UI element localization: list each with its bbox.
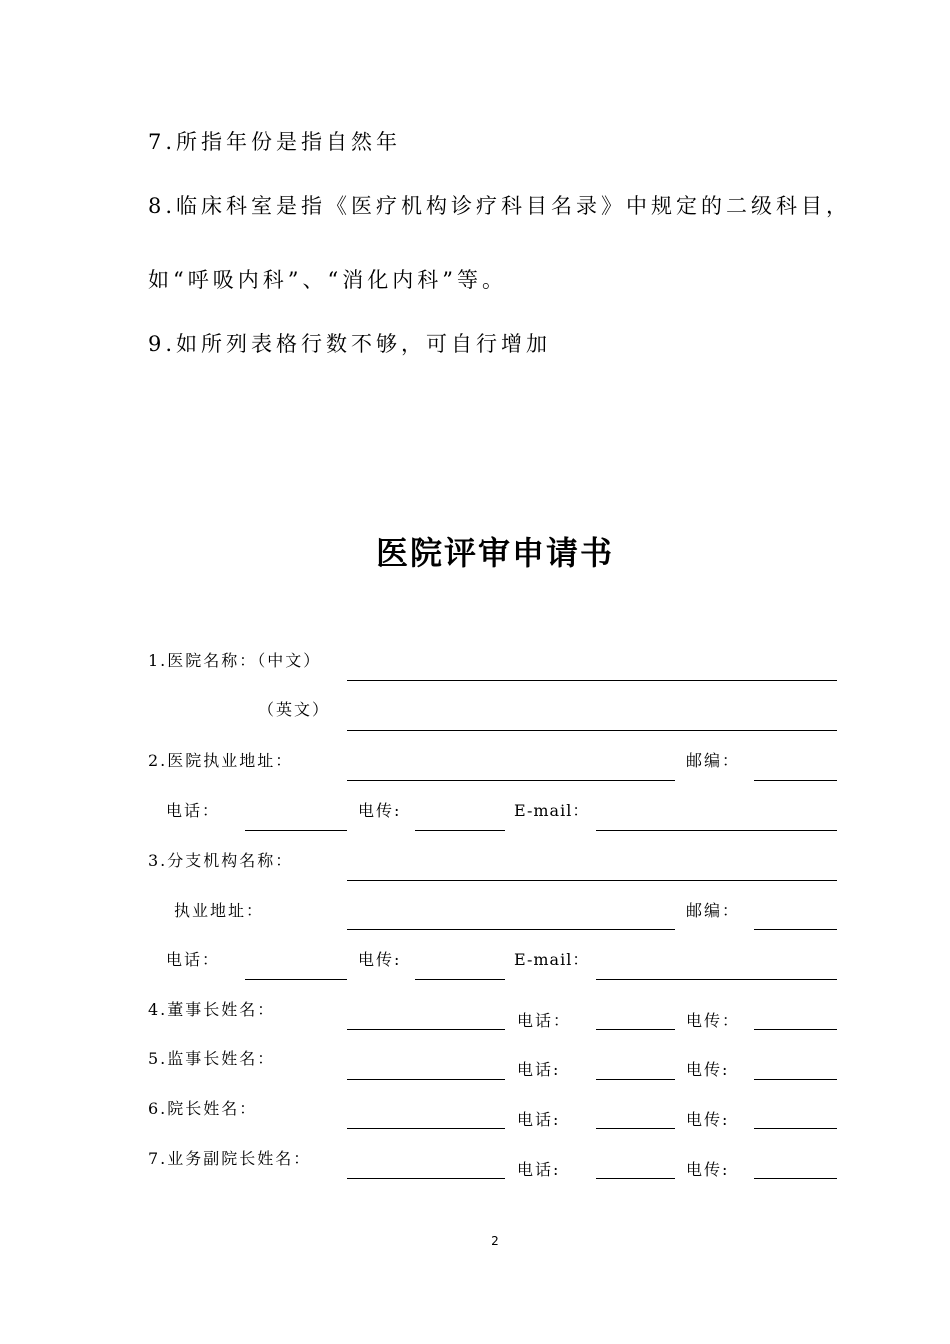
branch-address-label: 执业地址： (174, 901, 265, 920)
note-8-line-2: 如“呼吸内科”、“消化内科”等。 (148, 268, 507, 292)
hospital-fax-field[interactable] (415, 830, 505, 831)
hospital-postcode-field[interactable] (754, 780, 837, 781)
chairman-name-field[interactable] (347, 1029, 505, 1030)
hospital-name-en-field[interactable] (347, 730, 837, 731)
branch-postcode-field[interactable] (754, 929, 837, 930)
hospital-address-label: 2.医院执业地址： (148, 751, 294, 770)
branch-name-label: 3.分支机构名称： (148, 851, 294, 870)
hospital-phone-field[interactable] (245, 830, 347, 831)
vice-president-phone-field[interactable] (596, 1178, 675, 1179)
branch-email-label: E-mail： (514, 950, 590, 969)
branch-phone-field[interactable] (245, 979, 347, 980)
branch-fax-label: 电传: (358, 950, 402, 969)
supervisor-phone-label: 电话: (517, 1060, 561, 1079)
president-fax-field[interactable] (754, 1128, 837, 1129)
branch-phone-label: 电话： (166, 950, 221, 969)
branch-fax-field[interactable] (415, 979, 505, 980)
vice-president-name-label: 7.业务副院长姓名： (148, 1149, 312, 1168)
chairman-phone-label: 电话： (517, 1011, 572, 1030)
vice-president-fax-field[interactable] (754, 1178, 837, 1179)
note-9: 9.如所列表格行数不够，可自行增加 (148, 332, 552, 356)
hospital-email-label: E-mail： (514, 801, 590, 820)
hospital-postcode-label: 邮编： (686, 751, 741, 770)
hospital-name-en-label: （英文） (258, 700, 331, 719)
hospital-phone-label: 电话： (166, 801, 221, 820)
note-8-line-1: 8.临床科室是指《医疗机构诊疗科目名录》中规定的二级科目， (148, 194, 852, 218)
hospital-email-field[interactable] (596, 830, 837, 831)
chairman-name-label: 4.董事长姓名： (148, 1000, 276, 1019)
hospital-address-field[interactable] (347, 780, 675, 781)
vice-president-fax-label: 电传: (686, 1160, 730, 1179)
branch-address-field[interactable] (347, 929, 675, 930)
vice-president-phone-label: 电话: (517, 1160, 561, 1179)
supervisor-fax-field[interactable] (754, 1079, 837, 1080)
president-fax-label: 电传: (686, 1110, 730, 1129)
president-name-field[interactable] (347, 1128, 505, 1129)
supervisor-name-label: 5.监事长姓名： (148, 1049, 276, 1068)
hospital-name-cn-field[interactable] (347, 680, 837, 681)
supervisor-fax-label: 电传: (686, 1060, 730, 1079)
chairman-fax-label: 电传： (686, 1011, 741, 1030)
branch-postcode-label: 邮编： (686, 901, 741, 920)
branch-email-field[interactable] (596, 979, 837, 980)
hospital-fax-label: 电传: (358, 801, 402, 820)
branch-name-field[interactable] (347, 880, 837, 881)
page-number: 2 (491, 1234, 499, 1248)
note-7: 7.所指年份是指自然年 (148, 130, 402, 154)
supervisor-name-field[interactable] (347, 1079, 505, 1080)
chairman-fax-field[interactable] (754, 1029, 837, 1030)
chairman-phone-field[interactable] (596, 1029, 675, 1030)
supervisor-phone-field[interactable] (596, 1079, 675, 1080)
president-name-label: 6.院长姓名： (148, 1099, 258, 1118)
hospital-name-label: 1.医院名称：（中文） (148, 651, 322, 670)
president-phone-label: 电话: (517, 1110, 561, 1129)
page-title: 医院评审申请书 (375, 534, 614, 572)
vice-president-name-field[interactable] (347, 1178, 505, 1179)
president-phone-field[interactable] (596, 1128, 675, 1129)
